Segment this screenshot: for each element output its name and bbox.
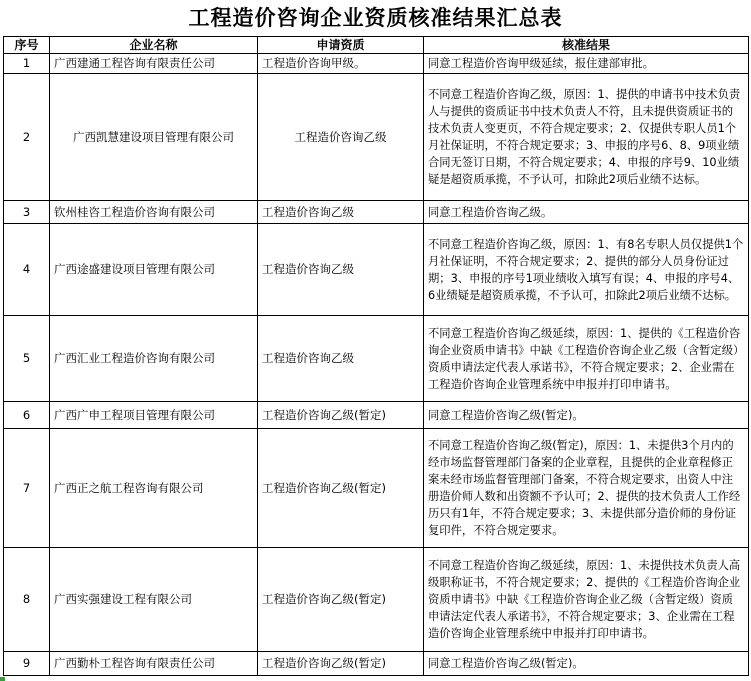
row-company-name: 广西汇业工程造价咨询有限公司 bbox=[50, 316, 258, 402]
row-company-name: 广西正之航工程咨询有限公司 bbox=[50, 429, 258, 548]
row-approval-result: 不同意工程造价咨询乙级延续，原因：1、未提供技术负责人高级职称证书，不符合规定要求；2、提供的《工程造价咨询企业资质申请书》中缺《工程造价咨询企业乙级（含暂定级）资质申请法定代表人承诺书》，不符合规定要求；3、企业需在工程造价咨询企业管理系统中申报并打印申请书。 bbox=[424, 548, 749, 652]
row-applied-qualification: 工程造价咨询乙级 bbox=[258, 74, 424, 201]
row-company-name: 广西建通工程咨询有限责任公司 bbox=[50, 54, 258, 74]
row-company-name: 广西实强建设工程有限公司 bbox=[50, 548, 258, 652]
row-seq: 8 bbox=[4, 548, 50, 652]
header-company-name: 企业名称 bbox=[50, 37, 258, 54]
table-row bbox=[4, 652, 749, 676]
row-applied-qualification: 工程造价咨询乙级 bbox=[258, 224, 424, 316]
corner-mark bbox=[0, 677, 5, 681]
row-approval-result: 不同意工程造价咨询乙级(暂定)，原因：1、未提供3个月内的经市场监督管理部门备案的企业章程，且提供的企业章程修正案未经市场监督管理部门备案，不符合规定要求，出资人中注册造价师人数和出资额不予认可；2、提供的技术负责人工作经历只有1年，不符合规定要求；3、未提供部分造价师的身份证复印件，不符合规定要求。 bbox=[424, 429, 749, 548]
row-seq: 1 bbox=[4, 54, 50, 74]
table-header-row bbox=[4, 37, 749, 54]
row-approval-result: 同意工程造价咨询乙级。 bbox=[424, 201, 749, 224]
row-company-name: 广西勤朴工程咨询有限责任公司 bbox=[50, 652, 258, 676]
table-row bbox=[4, 316, 749, 402]
page-title: 工程造价咨询企业资质核准结果汇总表 bbox=[188, 5, 563, 30]
table-row bbox=[4, 54, 749, 74]
table-row bbox=[4, 224, 749, 316]
table-row bbox=[4, 402, 749, 429]
page-footer-strip bbox=[0, 677, 751, 681]
table-row bbox=[4, 201, 749, 224]
row-seq: 2 bbox=[4, 74, 50, 201]
table-row bbox=[4, 548, 749, 652]
row-applied-qualification: 工程造价咨询乙级 bbox=[258, 201, 424, 224]
table-row bbox=[4, 74, 749, 201]
row-approval-result: 不同意工程造价咨询乙级，原因：1、提供的申请书中技术负责人与提供的资质证书中技术负责人不符，且未提供资质证书的技术负责人变更页，不符合规定要求；2、仅提供专职人员1个月社保证明，不符合规定要求；3、申报的序号6、8、9项业绩合同无签订日期，不符合规定要求；4、申报的序号9、10业绩疑是超资质承揽，不予认可，扣除此2项后业绩不达标。 bbox=[424, 74, 749, 201]
row-seq: 4 bbox=[4, 224, 50, 316]
row-company-name: 广西途盛建设项目管理有限公司 bbox=[50, 224, 258, 316]
row-applied-qualification: 工程造价咨询甲级。 bbox=[258, 54, 424, 74]
row-applied-qualification: 工程造价咨询乙级(暂定) bbox=[258, 429, 424, 548]
row-applied-qualification: 工程造价咨询乙级(暂定) bbox=[258, 548, 424, 652]
row-seq: 6 bbox=[4, 402, 50, 429]
row-company-name: 广西凯慧建设项目管理有限公司 bbox=[50, 74, 258, 201]
row-approval-result: 不同意工程造价咨询乙级，原因：1、有8名专职人员仅提供1个月社保证明，不符合规定要求；2、提供的部分人员身份证过期；3、申报的序号1项业绩收入填写有误；4、申报的序号4、6业绩疑是超资质承揽，不予认可，扣除此2项后业绩不达标。 bbox=[424, 224, 749, 316]
row-seq: 3 bbox=[4, 201, 50, 224]
row-applied-qualification: 工程造价咨询乙级 bbox=[258, 316, 424, 402]
row-approval-result: 不同意工程造价咨询乙级延续，原因：1、提供的《工程造价咨询企业资质申请书》中缺《工程造价咨询企业乙级（含暂定级）资质申请法定代表人承诺书》，不符合规定要求；2、企业需在工程造价咨询企业管理系统中申报并打印申请书。 bbox=[424, 316, 749, 402]
row-company-name: 钦州桂咨工程造价咨询有限公司 bbox=[50, 201, 258, 224]
header-applied-qualification: 申请资质 bbox=[258, 37, 424, 54]
header-approval-result: 核准结果 bbox=[424, 37, 749, 54]
row-seq: 7 bbox=[4, 429, 50, 548]
table-row bbox=[4, 429, 749, 548]
row-approval-result: 同意工程造价咨询乙级(暂定)。 bbox=[424, 652, 749, 676]
row-seq: 5 bbox=[4, 316, 50, 402]
header-seq: 序号 bbox=[4, 37, 50, 54]
row-applied-qualification: 工程造价咨询乙级(暂定) bbox=[258, 652, 424, 676]
row-applied-qualification: 工程造价咨询乙级(暂定) bbox=[258, 402, 424, 429]
row-seq: 9 bbox=[4, 652, 50, 676]
results-table bbox=[3, 36, 749, 676]
row-approval-result: 同意工程造价咨询乙级(暂定)。 bbox=[424, 402, 749, 429]
row-approval-result: 同意工程造价咨询甲级延续，报住建部审批。 bbox=[424, 54, 749, 74]
row-company-name: 广西广申工程项目管理有限公司 bbox=[50, 402, 258, 429]
